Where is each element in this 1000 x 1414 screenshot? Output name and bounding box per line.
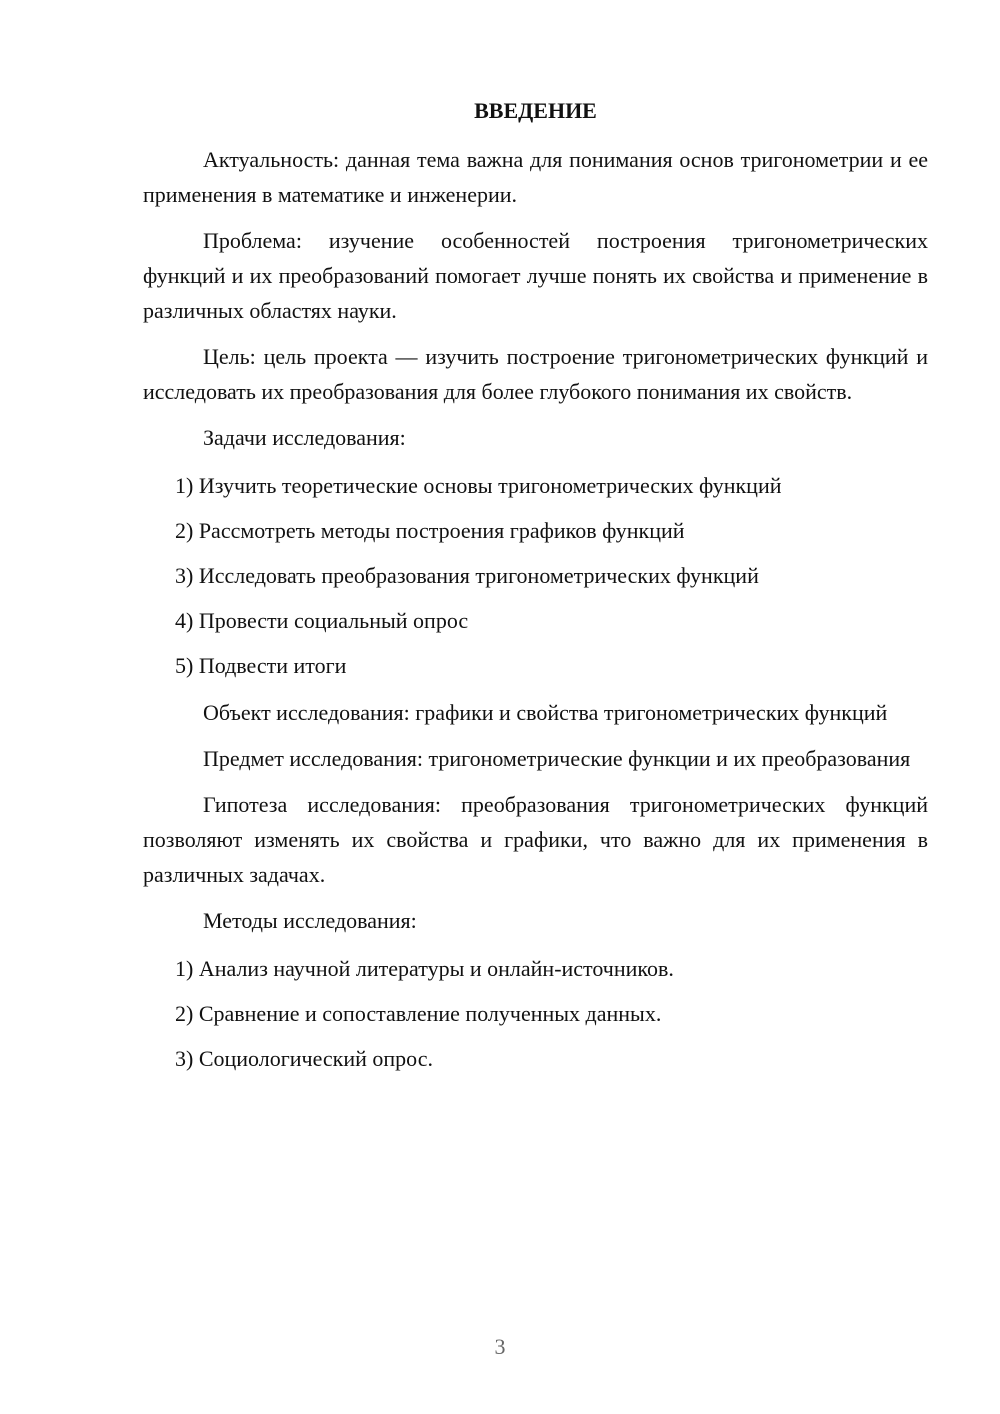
page-title: ВВЕДЕНИЕ xyxy=(474,98,597,123)
tasks-heading: Задачи исследования: xyxy=(203,425,406,450)
page-number: 3 xyxy=(494,1334,506,1359)
list-item: 2) Сравнение и сопоставление полученных данных. xyxy=(175,1001,662,1026)
list-item: 1) Изучить теоретические основы тригонометрических функций xyxy=(175,473,782,498)
list-item: 1) Анализ научной литературы и онлайн-источников. xyxy=(175,956,674,981)
tasks-list xyxy=(143,468,928,683)
list-item: 3) Социологический опрос. xyxy=(175,1046,433,1071)
methods-list xyxy=(143,951,928,1076)
goal-paragraph: Цель: цель проекта — изучить построение тригонометрических функций и исследовать их преобразования для более глубокого понимания их свойств. xyxy=(143,344,928,404)
subject-paragraph: Предмет исследования: тригонометрические функции и их преобразования xyxy=(203,746,911,771)
hypothesis-paragraph: Гипотеза исследования: преобразования тригонометрических функций позволяют изменять их свойства и графики, что важно для их применения в различных задачах. xyxy=(143,792,928,887)
problem-paragraph: Проблема: изучение особенностей построения тригонометрических функций и их преобразований помогает лучше понять их свойства и применение в различных областях науки. xyxy=(143,228,928,323)
list-item: 3) Исследовать преобразования тригонометрических функций xyxy=(175,563,759,588)
list-item: 4) Провести социальный опрос xyxy=(175,608,469,633)
relevance-paragraph: Актуальность: данная тема важна для понимания основ тригонометрии и ее применения в математике и инженерии. xyxy=(143,147,928,207)
list-item: 2) Рассмотреть методы построения графиков функций xyxy=(175,518,685,543)
page-content xyxy=(143,96,928,1088)
methods-heading: Методы исследования: xyxy=(203,908,417,933)
list-item: 5) Подвести итоги xyxy=(175,653,347,678)
object-paragraph: Объект исследования: графики и свойства тригонометрических функций xyxy=(203,700,888,725)
